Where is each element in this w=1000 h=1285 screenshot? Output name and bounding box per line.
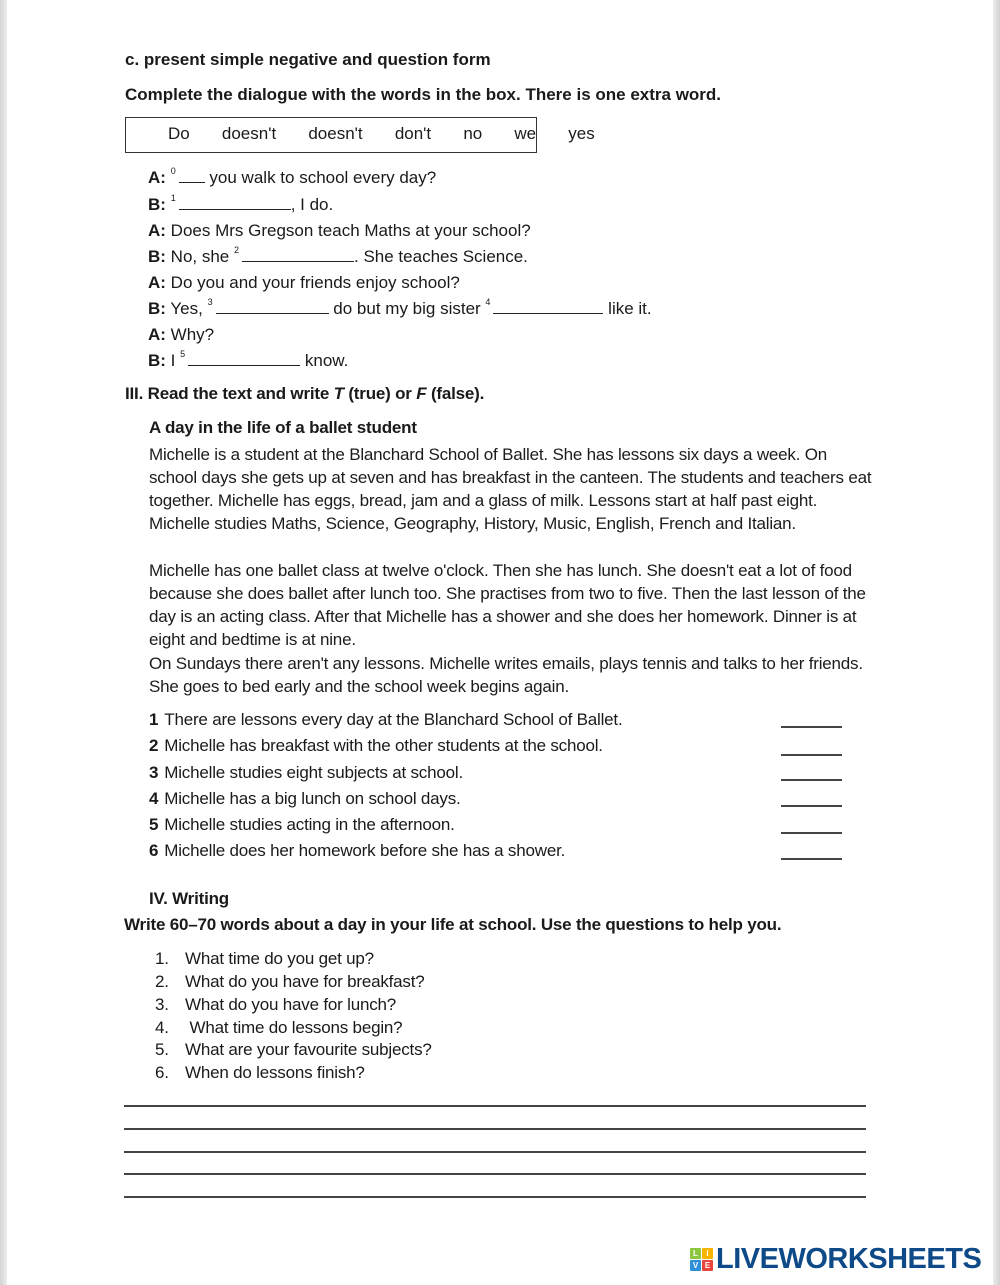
speaker-label: B: xyxy=(148,247,166,266)
tf-answer-blank-1[interactable] xyxy=(781,726,842,728)
writing-line-3[interactable] xyxy=(124,1151,866,1153)
writing-line-1[interactable] xyxy=(124,1105,866,1107)
question-number: 5. xyxy=(155,1040,169,1059)
dialogue-text: . She teaches Science. xyxy=(354,247,528,266)
statement-number: 5 xyxy=(149,815,159,834)
section-iv-title: IV. Writing xyxy=(149,889,229,908)
statement-text: Michelle does her homework before she has a shower. xyxy=(164,841,566,860)
question-number: 2. xyxy=(155,972,169,991)
dialogue-text: Does Mrs Gregson teach Maths at your school? xyxy=(165,221,531,240)
tf-statement-5 xyxy=(149,815,455,835)
question-text: What do you have for breakfast? xyxy=(185,972,425,991)
dialogue-text: , I do. xyxy=(290,195,334,214)
statement-number: 2 xyxy=(149,736,159,755)
guide-question-6 xyxy=(155,1063,365,1083)
paragraph-text: Michelle has one ballet class at twelve o'clock. Then she has lunch. She doesn't eat a lot of food because she does ballet after lunch too. She practises from two to five. Then the last lesson of the day is an acting class. After that Michelle has a shower and she does her homework. Dinner is at eight and bedtime is at nine. xyxy=(149,561,866,649)
speaker-label: B: xyxy=(148,195,166,214)
statement-number: 6 xyxy=(149,841,159,860)
paragraph-text: On Sundays there aren't any lessons. Michelle writes emails, plays tennis and talks to her friends. She goes to bed early and the school week begins again. xyxy=(149,654,863,696)
dialogue-text: you walk to school every day? xyxy=(204,168,437,187)
question-text: When do lessons finish? xyxy=(185,1063,365,1082)
dialogue-line-6 xyxy=(148,325,214,345)
section-iv-instruction: Write 60–70 words about a day in your life at school. Use the questions to help you. xyxy=(124,915,782,934)
statement-text: Michelle has breakfast with the other students at the school. xyxy=(164,736,603,755)
dialogue-text: do but my big sister xyxy=(328,299,486,318)
question-text: What do you have for lunch? xyxy=(185,995,397,1014)
question-number: 1. xyxy=(155,949,169,968)
question-number: 4. xyxy=(155,1018,169,1037)
dialogue-line-3 xyxy=(148,247,528,267)
dialogue-line-4 xyxy=(148,273,460,293)
tf-answer-blank-6[interactable] xyxy=(781,858,842,860)
tf-answer-blank-4[interactable] xyxy=(781,805,842,807)
paragraph-text: Michelle is a student at the Blanchard School of Ballet. She has lessons six days a week. On school days she gets up at seven and has breakfast in the canteen. The students and teachers eat together. Michelle has eggs, bread, jam and a glass of milk. Lessons start at half past eight. Michelle studies Maths, Science, Geography, History, Music, English, French and Italian. xyxy=(149,445,872,533)
title-text: III. Read the text and write xyxy=(125,384,334,403)
item-number: 3 xyxy=(207,297,213,307)
dialogue-line-0 xyxy=(148,168,436,188)
tf-statement-6 xyxy=(149,841,565,861)
word-box-words: Do doesn't doesn't don't no we yes xyxy=(168,124,595,143)
dialogue-line-1 xyxy=(148,195,333,215)
dialogue-text: know. xyxy=(300,351,349,370)
speaker-label: B: xyxy=(148,299,166,318)
dialogue-line-5 xyxy=(148,299,652,319)
logo-text: LIVEWORKSHEETS xyxy=(716,1243,982,1275)
tf-answer-blank-2[interactable] xyxy=(781,754,842,756)
dialogue-text: No, she xyxy=(165,247,234,266)
question-number: 3. xyxy=(155,995,169,1014)
statement-text: There are lessons every day at the Blanchard School of Ballet. xyxy=(164,710,623,729)
guide-question-5 xyxy=(155,1040,432,1060)
statement-number: 3 xyxy=(149,763,159,782)
logo-tile: E xyxy=(702,1260,713,1271)
answer-blank-4[interactable] xyxy=(493,299,603,314)
tf-answer-blank-3[interactable] xyxy=(781,779,842,781)
statement-text: Michelle studies eight subjects at school. xyxy=(164,763,463,782)
question-number: 6. xyxy=(155,1063,169,1082)
section-c-title: c. present simple negative and question form xyxy=(125,50,491,69)
dialogue-text: Do you and your friends enjoy school? xyxy=(165,273,460,292)
statement-number: 4 xyxy=(149,789,159,808)
question-text: What are your favourite subjects? xyxy=(185,1040,432,1059)
question-text: What time do lessons begin? xyxy=(185,1018,403,1037)
logo-tile: V xyxy=(690,1260,701,1271)
question-text: What time do you get up? xyxy=(185,949,374,968)
statement-number: 1 xyxy=(149,710,159,729)
dialogue-line-7 xyxy=(148,351,348,371)
speaker-label: A: xyxy=(148,273,166,292)
item-number: 2 xyxy=(234,245,240,255)
title-text: (true) or xyxy=(343,384,417,403)
logo-tile: I xyxy=(702,1248,713,1259)
speaker-label: A: xyxy=(148,325,166,344)
speaker-label: B: xyxy=(148,351,166,370)
dialogue-line-2 xyxy=(148,221,531,241)
guide-question-3 xyxy=(155,995,396,1015)
statement-text: Michelle has a big lunch on school days. xyxy=(164,789,461,808)
page-edge-left xyxy=(0,0,7,1285)
passage-paragraph-3 xyxy=(149,652,879,698)
writing-line-5[interactable] xyxy=(124,1196,866,1198)
word-box xyxy=(125,117,595,153)
dialogue-text: like it. xyxy=(603,299,652,318)
answer-blank-2[interactable] xyxy=(242,247,354,262)
dialogue-text: Why? xyxy=(165,325,215,344)
tf-statement-3 xyxy=(149,763,463,783)
title-t: T xyxy=(333,384,344,403)
section-c-instruction: Complete the dialogue with the words in the box. There is one extra word. xyxy=(125,85,722,104)
liveworksheets-logo xyxy=(690,1244,981,1274)
tf-statement-4 xyxy=(149,789,461,809)
statement-text: Michelle studies acting in the afternoon. xyxy=(164,815,455,834)
item-number: 1 xyxy=(170,193,176,203)
passage-paragraph-1 xyxy=(149,443,879,535)
tf-statement-1 xyxy=(149,710,622,730)
tf-answer-blank-5[interactable] xyxy=(781,832,842,834)
guide-question-2 xyxy=(155,972,425,992)
guide-question-4 xyxy=(155,1018,402,1038)
dialogue-text: Yes, xyxy=(165,299,208,318)
tf-statement-2 xyxy=(149,736,603,756)
answer-blank-0[interactable] xyxy=(179,168,205,183)
guide-question-1 xyxy=(155,949,374,969)
answer-blank-1[interactable] xyxy=(179,195,291,210)
title-text: (false). xyxy=(426,384,485,403)
passage-paragraph-2 xyxy=(149,559,879,651)
logo-tile: L xyxy=(690,1248,701,1259)
title-f: F xyxy=(416,384,427,403)
answer-blank-5[interactable] xyxy=(188,351,300,366)
answer-blank-3[interactable] xyxy=(216,299,329,314)
speaker-label: A: xyxy=(148,168,166,187)
page-edge-right xyxy=(993,0,1000,1285)
passage-title: A day in the life of a ballet student xyxy=(149,418,417,437)
item-number: 0 xyxy=(170,166,176,176)
item-number: 4 xyxy=(485,297,491,307)
writing-line-4[interactable] xyxy=(124,1173,866,1175)
section-iii-title xyxy=(125,384,484,404)
writing-line-2[interactable] xyxy=(124,1128,866,1130)
logo-tiles-icon xyxy=(690,1248,713,1271)
dialogue-text: I xyxy=(165,351,181,370)
item-number: 5 xyxy=(180,349,186,359)
speaker-label: A: xyxy=(148,221,166,240)
